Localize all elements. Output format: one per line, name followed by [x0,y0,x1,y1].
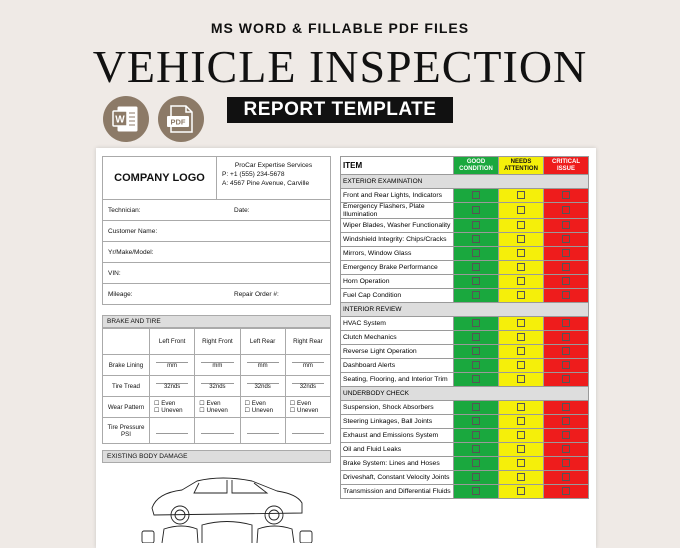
critical-checkbox[interactable] [562,235,570,243]
tread-input[interactable] [195,376,240,397]
even-option: ☐ Even [244,400,266,407]
attention-checkbox[interactable] [517,221,525,229]
attention-checkbox[interactable] [517,487,525,495]
even-option: ☐ Even [199,400,221,407]
good-cell [454,247,499,261]
checklist-row [341,331,589,345]
good-checkbox[interactable] [472,473,480,481]
checklist-item-label: Front and Rear Lights, Indicators [341,189,454,203]
critical-cell [544,189,589,203]
attention-cell [499,359,544,373]
attention-checkbox[interactable] [517,417,525,425]
critical-checkbox[interactable] [562,459,570,467]
company-name: ProCar Expertise Services [234,162,313,169]
critical-checkbox[interactable] [562,375,570,383]
checklist-item-label: Fuel Cap Condition [341,289,454,303]
pressure-input[interactable] [240,418,285,444]
checklist-item-label: Exhaust and Emissions System [341,429,454,443]
critical-checkbox[interactable] [562,191,570,199]
section-row-exterior-examination [341,175,589,189]
damage-section-header: EXISTING BODY DAMAGE [102,450,331,463]
good-cell [454,219,499,233]
wear-options[interactable] [240,397,285,418]
company-phone: P: +1 (555) 234-5678 [222,171,285,178]
tire-tread-label: Tire Tread [103,376,150,397]
attention-cell [499,261,544,275]
section-title: UNDERBODY CHECK [341,387,589,401]
customer-field[interactable]: Customer Name: [102,221,331,242]
checklist-row [341,457,589,471]
company-info [217,157,330,199]
good-cell [454,373,499,387]
attention-checkbox[interactable] [517,277,525,285]
checklist-row [341,443,589,457]
checklist-item-label: Suspension, Shock Absorbers [341,401,454,415]
critical-checkbox[interactable] [562,347,570,355]
attention-cell [499,219,544,233]
brake-section-header: BRAKE AND TIRE [102,315,331,328]
checklist-item-label: Transmission and Differential Fluids [341,485,454,499]
checklist-row [341,345,589,359]
tread-input[interactable] [150,376,195,397]
tire-pressure-label: Tire Pressure PSI [103,418,150,444]
attention-cell [499,203,544,219]
uneven-option: ☐ Uneven [289,407,319,414]
good-checkbox[interactable] [472,291,480,299]
uneven-option: ☐ Uneven [154,407,183,414]
attention-checkbox[interactable] [517,235,525,243]
needs-attention-header: NEEDS ATTENTION [499,157,544,175]
pressure-input[interactable] [285,418,330,444]
checklist-row [341,203,589,219]
good-checkbox[interactable] [472,347,480,355]
critical-checkbox[interactable] [562,487,570,495]
checklist-row [341,219,589,233]
attention-cell [499,247,544,261]
attention-checkbox[interactable] [517,291,525,299]
critical-cell [544,401,589,415]
left-panel [102,156,331,545]
inspection-checklist [340,156,589,499]
pdf-file-badge [158,96,204,142]
attention-cell [499,443,544,457]
critical-cell [544,471,589,485]
good-checkbox[interactable] [472,431,480,439]
attention-cell [499,289,544,303]
col-right-front: Right Front [195,329,240,355]
critical-checkbox[interactable] [562,319,570,327]
critical-checkbox[interactable] [562,403,570,411]
good-checkbox[interactable] [472,459,480,467]
good-cell [454,345,499,359]
unit-mm: mm [201,362,233,369]
unit-32nds: 32nds [247,383,279,390]
word-icon [103,96,149,142]
critical-cell [544,443,589,457]
car-diagram [102,463,331,543]
checklist-row [341,275,589,289]
attention-cell [499,233,544,247]
good-cell [454,203,499,219]
lining-input[interactable] [195,355,240,376]
good-cell [454,401,499,415]
critical-cell [544,373,589,387]
good-cell [454,189,499,203]
good-cell [454,457,499,471]
unit-32nds: 32nds [201,383,233,390]
checklist-item-label: Dashboard Alerts [341,359,454,373]
unit-mm: mm [156,362,188,369]
lining-input[interactable] [240,355,285,376]
checklist-item-label: Steering Linkages, Ball Joints [341,415,454,429]
good-checkbox[interactable] [472,235,480,243]
critical-cell [544,429,589,443]
checklist-item-label: Mirrors, Window Glass [341,247,454,261]
checklist-row [341,401,589,415]
attention-cell [499,189,544,203]
attention-checkbox[interactable] [517,375,525,383]
checklist-row [341,247,589,261]
critical-checkbox[interactable] [562,361,570,369]
checklist-row [341,415,589,429]
attention-checkbox[interactable] [517,361,525,369]
good-cell [454,233,499,247]
checklist-item-label: Emergency Flashers, Plate Illumination [341,203,454,219]
wear-pattern-label: Wear Pattern [103,397,150,418]
critical-checkbox[interactable] [562,277,570,285]
good-checkbox[interactable] [472,206,480,214]
checklist-row [341,471,589,485]
checklist-row [341,317,589,331]
company-logo: COMPANY LOGO [103,157,217,199]
critical-cell [544,345,589,359]
checklist-item-label: Wiper Blades, Washer Functionality [341,219,454,233]
wear-options[interactable] [195,397,240,418]
critical-checkbox[interactable] [562,291,570,299]
lining-input[interactable] [150,355,195,376]
critical-cell [544,457,589,471]
even-option: ☐ Even [289,400,312,407]
critical-checkbox[interactable] [562,473,570,481]
good-checkbox[interactable] [472,319,480,327]
col-left-front: Left Front [150,329,195,355]
brake-tire-table [102,328,331,444]
checklist-row [341,289,589,303]
good-checkbox[interactable] [472,191,480,199]
attention-cell [499,345,544,359]
subtitle: MS WORD & FILLABLE PDF FILES [210,20,470,36]
checklist-item-label: Seating, Flooring, and Interior Trim [341,373,454,387]
wear-options[interactable] [150,397,195,418]
col-right-rear: Right Rear [285,329,330,355]
checklist-row [341,429,589,443]
attention-checkbox[interactable] [517,206,525,214]
attention-cell [499,275,544,289]
good-checkbox[interactable] [472,249,480,257]
good-cell [454,261,499,275]
critical-checkbox[interactable] [562,333,570,341]
good-checkbox[interactable] [472,277,480,285]
unit-mm: mm [292,362,324,369]
mileage-field[interactable]: Mileage: [108,290,133,298]
critical-cell [544,203,589,219]
wear-options[interactable] [285,397,330,418]
attention-checkbox[interactable] [517,459,525,467]
report-template-banner: REPORT TEMPLATE [227,97,453,123]
checklist-row [341,373,589,387]
checklist-row [341,189,589,203]
good-condition-header: GOOD CONDITION [454,157,499,175]
pdf-icon [158,96,204,142]
good-checkbox[interactable] [472,487,480,495]
critical-cell [544,275,589,289]
attention-cell [499,373,544,387]
checklist-item-label: Horn Operation [341,275,454,289]
unit-32nds: 32nds [156,383,188,390]
attention-checkbox[interactable] [517,263,525,271]
critical-issue-header: CRITICAL ISSUE [544,157,589,175]
checklist-item-label: Driveshaft, Constant Velocity Joints [341,471,454,485]
critical-cell [544,415,589,429]
critical-cell [544,359,589,373]
attention-checkbox[interactable] [517,347,525,355]
vin-field[interactable]: VIN: [102,263,331,284]
checklist-header-row [341,157,589,175]
unit-32nds: 32nds [292,383,324,390]
good-checkbox[interactable] [472,333,480,341]
unit-mm: mm [247,362,279,369]
technician-field[interactable]: Technician: [108,206,141,214]
page-title: VEHICLE INSPECTION [92,41,588,92]
critical-checkbox[interactable] [562,221,570,229]
good-cell [454,443,499,457]
attention-checkbox[interactable] [517,191,525,199]
good-cell [454,485,499,499]
good-cell [454,359,499,373]
checklist-row [341,261,589,275]
tread-input[interactable] [240,376,285,397]
attention-cell [499,415,544,429]
template-preview-page [96,148,596,548]
checklist-item-label: Reverse Light Operation [341,345,454,359]
brake-lining-label: Brake Lining [103,355,150,376]
checklist-item-label: Windshield Integrity: Chips/Cracks [341,233,454,247]
critical-cell [544,317,589,331]
attention-checkbox[interactable] [517,473,525,481]
uneven-option: ☐ Uneven [244,407,274,414]
mileage-row [102,284,331,305]
company-header [102,156,331,200]
good-checkbox[interactable] [472,361,480,369]
repair-order-field[interactable]: Repair Order #: [234,290,279,298]
company-address: A: 4567 Pine Avenue, Carville [222,180,310,187]
attention-checkbox[interactable] [517,319,525,327]
word-letter: W [115,114,125,126]
attention-checkbox[interactable] [517,431,525,439]
lining-input[interactable] [285,355,330,376]
good-checkbox[interactable] [472,403,480,411]
attention-cell [499,471,544,485]
critical-cell [544,485,589,499]
critical-checkbox[interactable] [562,431,570,439]
good-cell [454,275,499,289]
tread-input[interactable] [285,376,330,397]
col-left-rear: Left Rear [240,329,285,355]
checklist-item-label: Emergency Brake Performance [341,261,454,275]
good-cell [454,289,499,303]
critical-checkbox[interactable] [562,417,570,425]
technician-row [102,200,331,221]
attention-cell [499,457,544,471]
attention-checkbox[interactable] [517,249,525,257]
good-cell [454,429,499,443]
attention-checkbox[interactable] [517,403,525,411]
good-cell [454,415,499,429]
critical-cell [544,289,589,303]
yrmake-field[interactable]: Yr/Make/Model: [102,242,331,263]
attention-cell [499,485,544,499]
critical-checkbox[interactable] [562,206,570,214]
pressure-input[interactable] [195,418,240,444]
good-checkbox[interactable] [472,445,480,453]
pdf-letter: PDF [170,117,186,127]
attention-cell [499,317,544,331]
critical-cell [544,247,589,261]
uneven-option: ☐ Uneven [199,407,228,414]
section-row-interior-review [341,303,589,317]
good-checkbox[interactable] [472,417,480,425]
good-cell [454,317,499,331]
checklist-item-label: Brake System: Lines and Hoses [341,457,454,471]
attention-cell [499,401,544,415]
good-checkbox[interactable] [472,263,480,271]
critical-checkbox[interactable] [562,263,570,271]
critical-cell [544,233,589,247]
checklist-panel [340,156,589,499]
even-option: ☐ Even [154,400,176,407]
good-cell [454,331,499,345]
good-checkbox[interactable] [472,221,480,229]
critical-cell [544,331,589,345]
pressure-input[interactable] [150,418,195,444]
good-checkbox[interactable] [472,375,480,383]
critical-cell [544,261,589,275]
checklist-item-label: Oil and Fluid Leaks [341,443,454,457]
section-title: INTERIOR REVIEW [341,303,589,317]
word-file-badge [103,96,149,142]
attention-cell [499,331,544,345]
checklist-row [341,233,589,247]
critical-cell [544,219,589,233]
good-cell [454,471,499,485]
item-header: ITEM [341,157,454,175]
section-title: EXTERIOR EXAMINATION [341,175,589,189]
attention-cell [499,429,544,443]
checklist-row [341,359,589,373]
brake-corner-cell [103,329,150,355]
critical-checkbox[interactable] [562,249,570,257]
checklist-row [341,485,589,499]
section-row-underbody-check [341,387,589,401]
checklist-item-label: HVAC System [341,317,454,331]
date-field[interactable]: Date: [234,206,250,214]
critical-checkbox[interactable] [562,445,570,453]
attention-checkbox[interactable] [517,333,525,341]
attention-checkbox[interactable] [517,445,525,453]
checklist-item-label: Clutch Mechanics [341,331,454,345]
